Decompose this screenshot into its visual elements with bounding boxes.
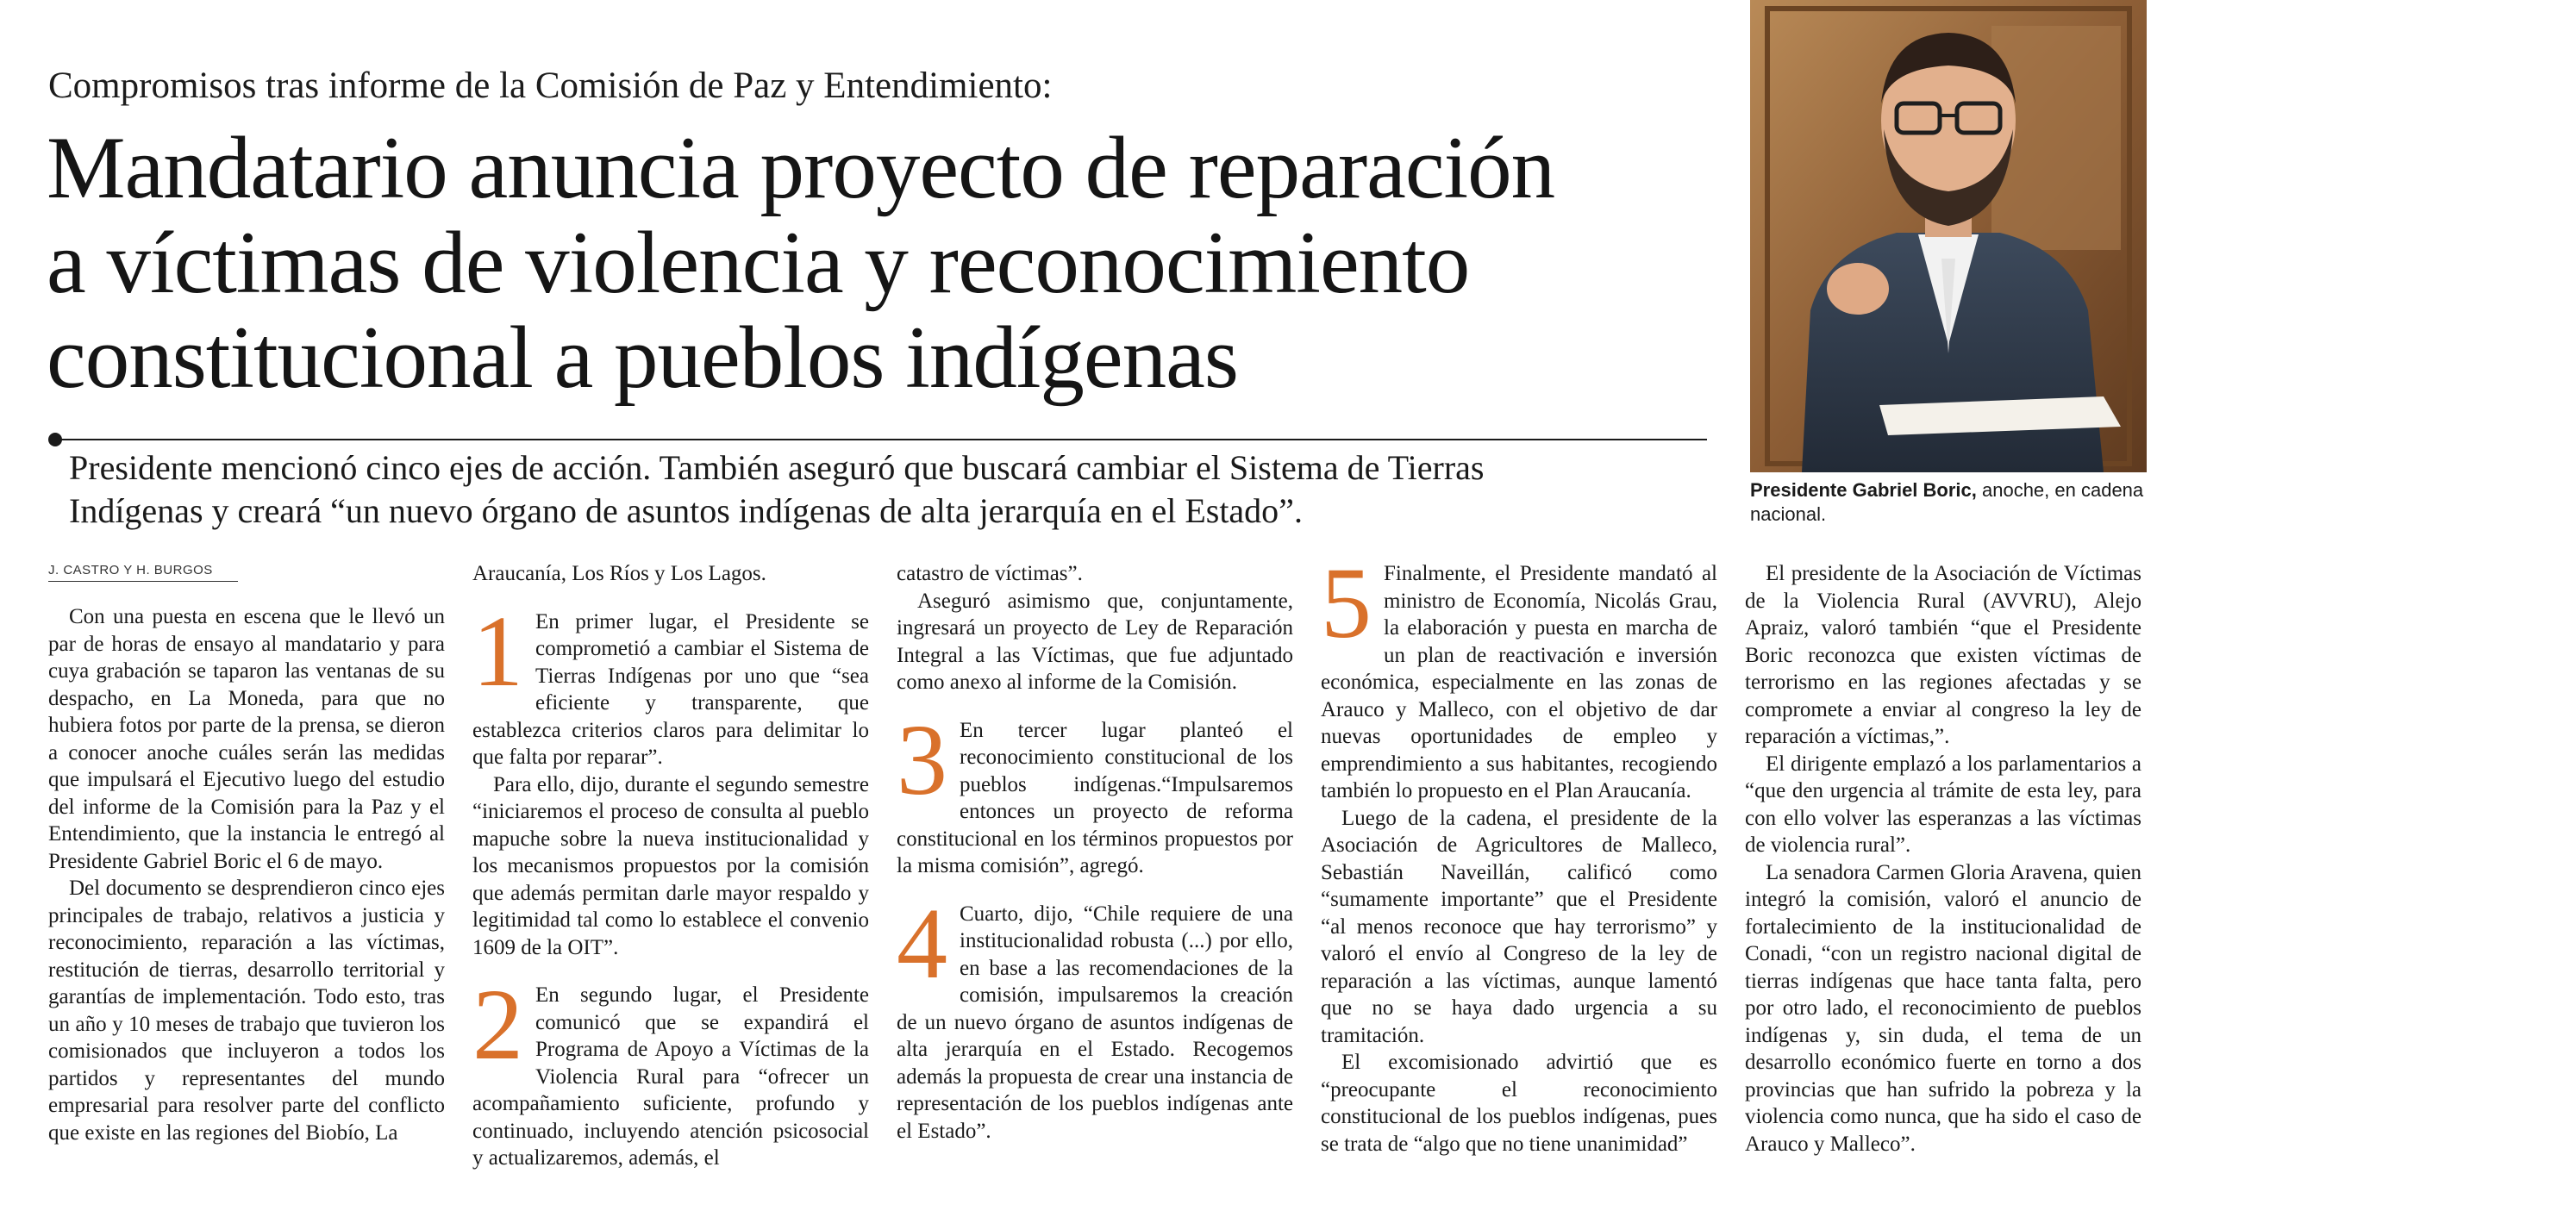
kicker: Compromisos tras informe de la Comisión de Paz y Entendimiento: — [48, 66, 1053, 106]
spacer — [897, 696, 1293, 717]
number-2: 2 — [472, 968, 523, 1081]
caption-text: anoche, en cadena nacional. — [1750, 479, 2144, 525]
summary-line: Indígenas y creará “un nuevo órgano de asuntos indígenas de alta jerarquía en el Estado”. — [69, 491, 1303, 530]
photo-caption — [1750, 478, 2147, 527]
paragraph: El excomisionado advirtió que es “preocupante el reconocimiento constitucional de los pueblos indígenas, pues se trata de “algo que no tiene unanimidad” — [1321, 1051, 1717, 1156]
spacer — [897, 880, 1293, 901]
paragraph: Luego de la cadena, el presidente de la Asociación de Agricultores de Malleco, Sebastián Naveillán, calificó como “sumamente importante” que el Presidente “al menos reconoce que hay terrorismo” y valoró el envío al Congreso de la ley de reparación a las víctimas, aunque lamentó que no se haya dado urgencia a su tramitación. — [1321, 806, 1717, 1047]
number-1: 1 — [472, 594, 523, 708]
numbered-paragraph — [472, 594, 869, 771]
paragraph: Aseguró asimismo que, conjuntamente, ingresará un proyecto de Ley de Reparación Integral a las Víctimas, que fue adjuntado como anexo al informe de la Comisión. — [897, 589, 1293, 694]
numbered-paragraph — [897, 702, 1293, 880]
column-3 — [897, 560, 1293, 1145]
paragraph-text: Cuarto, dijo, “Chile requiere de una institucionalidad robusta (...) por ello, en base a las recomendaciones de la comisión, impulsaremos la creación de un nuevo órgano de asuntos indígenas de alta jerarquía en el Estado. Recogemos además la propuesta de crear una instancia de representación de los pueblos indígenas ante el Estado”. — [897, 902, 1293, 1143]
paragraph: Del documento se desprendieron cinco ejes principales de trabajo, relativos a justicia y reconocimiento, reparación a las víctimas, restitución de tierras, desarrollo territorial y garantías de implementación. Todo esto, tras un año y 10 meses de trabajo que tuvieron los comisionados que incluyeron a todos los partidos y representantes del mundo empresarial para resolver parte del conflicto que existe en las regiones del Biobío, La — [48, 877, 445, 1145]
column-4 — [1321, 546, 1717, 1158]
spacer — [472, 588, 869, 608]
paragraph: Araucanía, Los Ríos y Los Lagos. — [472, 562, 766, 585]
numbered-paragraph — [472, 968, 869, 1172]
paragraph: Con una puesta en escena que le llevó un par de horas de ensayo al mandatario y para cuya grabación se taparon las ventanas de su despacho, en La Moneda, para que no hubiera fotos por parte de la prensa, se dieron a conocer anoche cuáles serán las medidas que impulsará el Ejecutivo luego del estudio del informe de la Comisión para la Paz y el Entendimiento, que la instancia le entregó al Presidente Gabriel Boric el 6 de mayo. — [48, 605, 445, 873]
paragraph-text: En primer lugar, el Presidente se comprometió a cambiar el Sistema de Tierras Indígenas por uno que “sea eficiente y transparente, que establezca criterios claros para delimitar lo que falta por reparar”. — [472, 609, 869, 769]
paragraph: El dirigente emplazó a los parlamentarios a “que den urgencia al trámite de esta ley, para con ello volver las esperanzas a las víctimas de violencia rural”. — [1745, 752, 2141, 857]
paragraph-text: En segundo lugar, el Presidente comunicó que se expandirá el Programa de Apoyo a Víctimas de la Violencia Rural para “ofrecer un acompañamiento suficiente, profundo y continuado, incluyendo atención psicosocial y actualizaremos, además, el — [472, 983, 869, 1170]
column-2 — [472, 560, 869, 1172]
number-5: 5 — [1321, 546, 1372, 659]
summary — [69, 446, 1707, 533]
numbered-paragraph — [1321, 546, 1717, 805]
headline-line: constitucional a pueblos indígenas — [47, 309, 1238, 407]
rule-line — [55, 439, 1707, 440]
numbered-paragraph — [897, 886, 1293, 1145]
paragraph-text: En tercer lugar planteó el reconocimiento constitucional de los pueblos indígenas.“Impulsaremos entonces un proyecto de reforma constitucional en los términos propuestos por la misma comisión”, agregó. — [897, 718, 1293, 877]
number-4: 4 — [897, 886, 947, 1000]
paragraph-text: Finalmente, el Presidente mandató al ministro de Economía, Nicolás Grau, la elaboración y puesta en marcha de un plan de reactivación e inversión económica, especialmente en las zonas de Arauco y Malleco, con el objetivo de dar nuevas oportunidades de empleo y emprendimiento a sus habitantes, recogiendo también lo propuesto en el Plan Araucanía. — [1321, 562, 1717, 802]
summary-line: Presidente mencionó cinco ejes de acción. También aseguró que buscará cambiar el Sistema de Tierras — [69, 448, 1485, 487]
column-5 — [1745, 560, 2141, 1158]
number-3: 3 — [897, 702, 947, 816]
headline-line: Mandatario anuncia proyecto de reparación — [47, 119, 1555, 217]
column-1 — [48, 603, 445, 1146]
headline — [47, 121, 1736, 405]
paragraph: La senadora Carmen Gloria Aravena, quien integró la comisión, valoró el anuncio de fortalecimiento de la institucionalidad de Conadi, “con un registro nacional digital de tierras indígenas que hace tanta falta, pero por otro lado, el reconocimiento de pueblos indígenas y, sin duda, el tema de un desarrollo económico fuerte en torno a dos provincias que han sufrido la pobreza y la violencia como nunca, que ha sido el caso de Arauco y Malleco”. — [1745, 860, 2141, 1156]
headline-line: a víctimas de violencia y reconocimiento — [47, 214, 1470, 312]
president-photo — [1750, 0, 2147, 472]
spacer — [472, 961, 869, 982]
caption-name: Presidente Gabriel Boric, — [1750, 479, 1977, 501]
byline: J. CASTRO Y H. BURGOS — [48, 562, 238, 582]
paragraph: El presidente de la Asociación de Víctimas de la Violencia Rural (AVVRU), Alejo Apraiz, valoró también “que el Presidente Boric reconozca que existen víctimas de terrorismo en las regiones afectadas y se compromete a enviar al congreso la ley de reparación a víctimas,”. — [1745, 562, 2141, 748]
paragraph: Para ello, dijo, durante el segundo semestre “iniciaremos el proceso de consulta al pueblo mapuche sobre la nueva institucionalidad y los mecanismos propuestos por la comisión que además permitan darle mayor respaldo y legitimidad tal como lo establece el convenio 1609 de la OIT”. — [472, 772, 869, 959]
paragraph: catastro de víctimas”. — [897, 562, 1083, 585]
